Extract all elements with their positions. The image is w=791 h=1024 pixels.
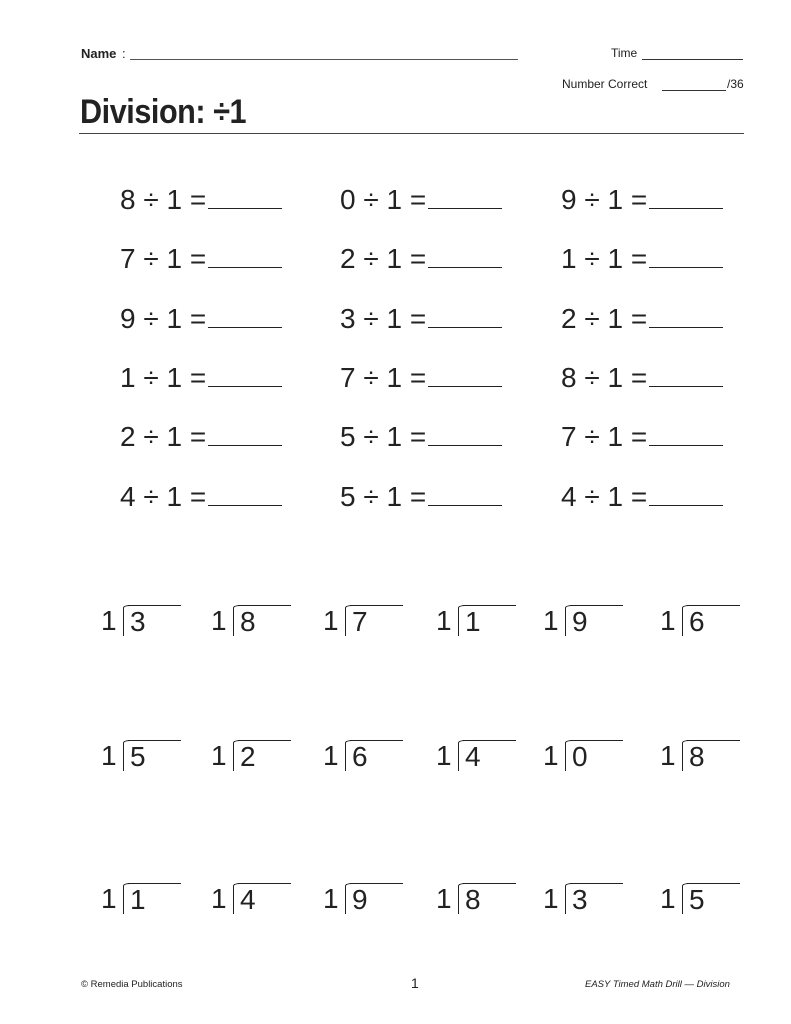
footer-book-title: EASY Timed Math Drill — Division bbox=[585, 979, 730, 990]
equation-text: 2 ÷ 1 = bbox=[340, 243, 427, 274]
equation-problem bbox=[120, 183, 282, 217]
long-division-problem bbox=[211, 881, 291, 917]
time-field[interactable] bbox=[642, 59, 743, 60]
bracket-line bbox=[682, 740, 689, 771]
bracket-line bbox=[123, 740, 130, 771]
equation-problem bbox=[561, 420, 723, 454]
name-label: Name bbox=[81, 46, 117, 61]
equation-text: 9 ÷ 1 = bbox=[561, 184, 648, 215]
division-bracket[interactable] bbox=[233, 738, 291, 772]
division-bracket[interactable] bbox=[123, 881, 181, 915]
equation-text: 5 ÷ 1 = bbox=[340, 421, 427, 452]
equation-text: 8 ÷ 1 = bbox=[120, 184, 207, 215]
divisor: 1 bbox=[211, 605, 227, 636]
equation-problem bbox=[561, 361, 723, 395]
page-number: 1 bbox=[411, 975, 419, 991]
equation-text: 2 ÷ 1 = bbox=[561, 303, 648, 334]
equation-problem bbox=[561, 302, 723, 336]
long-division-problem bbox=[660, 603, 740, 639]
equation-text: 1 ÷ 1 = bbox=[561, 243, 648, 274]
equation-text: 8 ÷ 1 = bbox=[561, 362, 648, 393]
equation-text: 2 ÷ 1 = bbox=[120, 421, 207, 452]
dividend: 5 bbox=[689, 884, 705, 915]
long-division-problem bbox=[323, 603, 403, 639]
bracket-line bbox=[458, 740, 465, 771]
equation-problem bbox=[340, 480, 502, 514]
divisor: 1 bbox=[101, 883, 117, 914]
answer-blank[interactable] bbox=[649, 207, 723, 209]
long-division-problem bbox=[660, 881, 740, 917]
dividend: 3 bbox=[130, 606, 146, 637]
equation-text: 4 ÷ 1 = bbox=[561, 481, 648, 512]
bracket-line bbox=[233, 883, 240, 914]
answer-blank[interactable] bbox=[208, 444, 282, 446]
equation-problem bbox=[561, 480, 723, 514]
dividend: 4 bbox=[240, 884, 256, 915]
equation-text: 1 ÷ 1 = bbox=[120, 362, 207, 393]
equation-problem bbox=[340, 361, 502, 395]
answer-blank[interactable] bbox=[649, 504, 723, 506]
answer-blank[interactable] bbox=[208, 504, 282, 506]
number-correct-field[interactable] bbox=[662, 90, 726, 91]
number-correct-total: /36 bbox=[727, 77, 744, 91]
title-divider bbox=[79, 133, 744, 134]
division-bracket[interactable] bbox=[123, 603, 181, 637]
division-bracket[interactable] bbox=[682, 603, 740, 637]
bracket-line bbox=[682, 605, 689, 636]
divisor: 1 bbox=[660, 740, 676, 771]
equation-problem bbox=[120, 420, 282, 454]
long-division-problem bbox=[543, 603, 623, 639]
dividend: 9 bbox=[352, 884, 368, 915]
divisor: 1 bbox=[543, 605, 559, 636]
division-bracket[interactable] bbox=[682, 738, 740, 772]
equation-problem bbox=[120, 480, 282, 514]
answer-blank[interactable] bbox=[208, 266, 282, 268]
divisor: 1 bbox=[211, 740, 227, 771]
answer-blank[interactable] bbox=[428, 444, 502, 446]
divisor: 1 bbox=[323, 883, 339, 914]
bracket-line bbox=[233, 605, 240, 636]
long-division-problem bbox=[211, 738, 291, 774]
divisor: 1 bbox=[323, 605, 339, 636]
equation-problem bbox=[120, 242, 282, 276]
divisor: 1 bbox=[543, 740, 559, 771]
long-division-problem bbox=[323, 738, 403, 774]
long-division-problem bbox=[543, 738, 623, 774]
divisor: 1 bbox=[436, 605, 452, 636]
answer-blank[interactable] bbox=[649, 385, 723, 387]
answer-blank[interactable] bbox=[649, 266, 723, 268]
bracket-line bbox=[565, 740, 572, 771]
dividend: 4 bbox=[465, 741, 481, 772]
dividend: 0 bbox=[572, 741, 588, 772]
name-field[interactable] bbox=[130, 59, 518, 60]
equation-problem bbox=[340, 420, 502, 454]
equation-problem bbox=[561, 183, 723, 217]
bracket-line bbox=[123, 605, 130, 636]
division-bracket[interactable] bbox=[458, 738, 516, 772]
dividend: 1 bbox=[130, 884, 146, 915]
equation-problem bbox=[120, 302, 282, 336]
equation-problem bbox=[561, 242, 723, 276]
division-bracket[interactable] bbox=[345, 603, 403, 637]
division-bracket[interactable] bbox=[233, 881, 291, 915]
dividend: 1 bbox=[465, 606, 481, 637]
bracket-line bbox=[565, 883, 572, 914]
dividend: 8 bbox=[689, 741, 705, 772]
equation-text: 7 ÷ 1 = bbox=[340, 362, 427, 393]
dividend: 6 bbox=[689, 606, 705, 637]
long-division-problem bbox=[323, 881, 403, 917]
bracket-line bbox=[458, 605, 465, 636]
bracket-line bbox=[682, 883, 689, 914]
division-bracket[interactable] bbox=[565, 603, 623, 637]
dividend: 3 bbox=[572, 884, 588, 915]
equation-text: 4 ÷ 1 = bbox=[120, 481, 207, 512]
division-bracket[interactable] bbox=[682, 881, 740, 915]
bracket-line bbox=[345, 883, 352, 914]
divisor: 1 bbox=[101, 740, 117, 771]
equation-problem bbox=[340, 242, 502, 276]
bracket-line bbox=[565, 605, 572, 636]
answer-blank[interactable] bbox=[428, 207, 502, 209]
equation-text: 7 ÷ 1 = bbox=[561, 421, 648, 452]
dividend: 6 bbox=[352, 741, 368, 772]
divisor: 1 bbox=[660, 883, 676, 914]
bracket-line bbox=[345, 605, 352, 636]
divisor: 1 bbox=[323, 740, 339, 771]
answer-blank[interactable] bbox=[428, 326, 502, 328]
name-colon: : bbox=[122, 46, 126, 61]
divisor: 1 bbox=[436, 740, 452, 771]
long-division-problem bbox=[436, 738, 516, 774]
bracket-line bbox=[458, 883, 465, 914]
division-bracket[interactable] bbox=[345, 738, 403, 772]
dividend: 8 bbox=[240, 606, 256, 637]
divisor: 1 bbox=[543, 883, 559, 914]
equation-problem bbox=[340, 302, 502, 336]
long-division-problem bbox=[211, 603, 291, 639]
long-division-problem bbox=[101, 603, 181, 639]
answer-blank[interactable] bbox=[649, 444, 723, 446]
division-bracket[interactable] bbox=[458, 603, 516, 637]
long-division-problem bbox=[101, 738, 181, 774]
answer-blank[interactable] bbox=[428, 385, 502, 387]
long-division-problem bbox=[101, 881, 181, 917]
answer-blank[interactable] bbox=[428, 504, 502, 506]
division-bracket[interactable] bbox=[565, 738, 623, 772]
bracket-line bbox=[233, 740, 240, 771]
divisor: 1 bbox=[101, 605, 117, 636]
division-bracket[interactable] bbox=[123, 738, 181, 772]
divisor: 1 bbox=[211, 883, 227, 914]
answer-blank[interactable] bbox=[428, 266, 502, 268]
dividend: 8 bbox=[465, 884, 481, 915]
long-division-problem bbox=[436, 881, 516, 917]
dividend: 2 bbox=[240, 741, 256, 772]
dividend: 5 bbox=[130, 741, 146, 772]
footer-publisher: © Remedia Publications bbox=[81, 979, 183, 990]
equation-text: 7 ÷ 1 = bbox=[120, 243, 207, 274]
equation-text: 5 ÷ 1 = bbox=[340, 481, 427, 512]
division-bracket[interactable] bbox=[565, 881, 623, 915]
answer-blank[interactable] bbox=[208, 326, 282, 328]
dividend: 9 bbox=[572, 606, 588, 637]
bracket-line bbox=[345, 740, 352, 771]
page-title: Division: ÷1 bbox=[80, 93, 247, 131]
equation-text: 0 ÷ 1 = bbox=[340, 184, 427, 215]
division-bracket[interactable] bbox=[345, 881, 403, 915]
divisor: 1 bbox=[660, 605, 676, 636]
answer-blank[interactable] bbox=[208, 385, 282, 387]
equation-problem bbox=[340, 183, 502, 217]
equation-text: 3 ÷ 1 = bbox=[340, 303, 427, 334]
long-division-problem bbox=[436, 603, 516, 639]
answer-blank[interactable] bbox=[649, 326, 723, 328]
bracket-line bbox=[123, 883, 130, 914]
number-correct-label: Number Correct bbox=[562, 77, 648, 91]
answer-blank[interactable] bbox=[208, 207, 282, 209]
equation-problem bbox=[120, 361, 282, 395]
division-bracket[interactable] bbox=[458, 881, 516, 915]
time-label: Time bbox=[611, 46, 638, 60]
divisor: 1 bbox=[436, 883, 452, 914]
dividend: 7 bbox=[352, 606, 368, 637]
long-division-problem bbox=[660, 738, 740, 774]
long-division-problem bbox=[543, 881, 623, 917]
division-bracket[interactable] bbox=[233, 603, 291, 637]
equation-text: 9 ÷ 1 = bbox=[120, 303, 207, 334]
